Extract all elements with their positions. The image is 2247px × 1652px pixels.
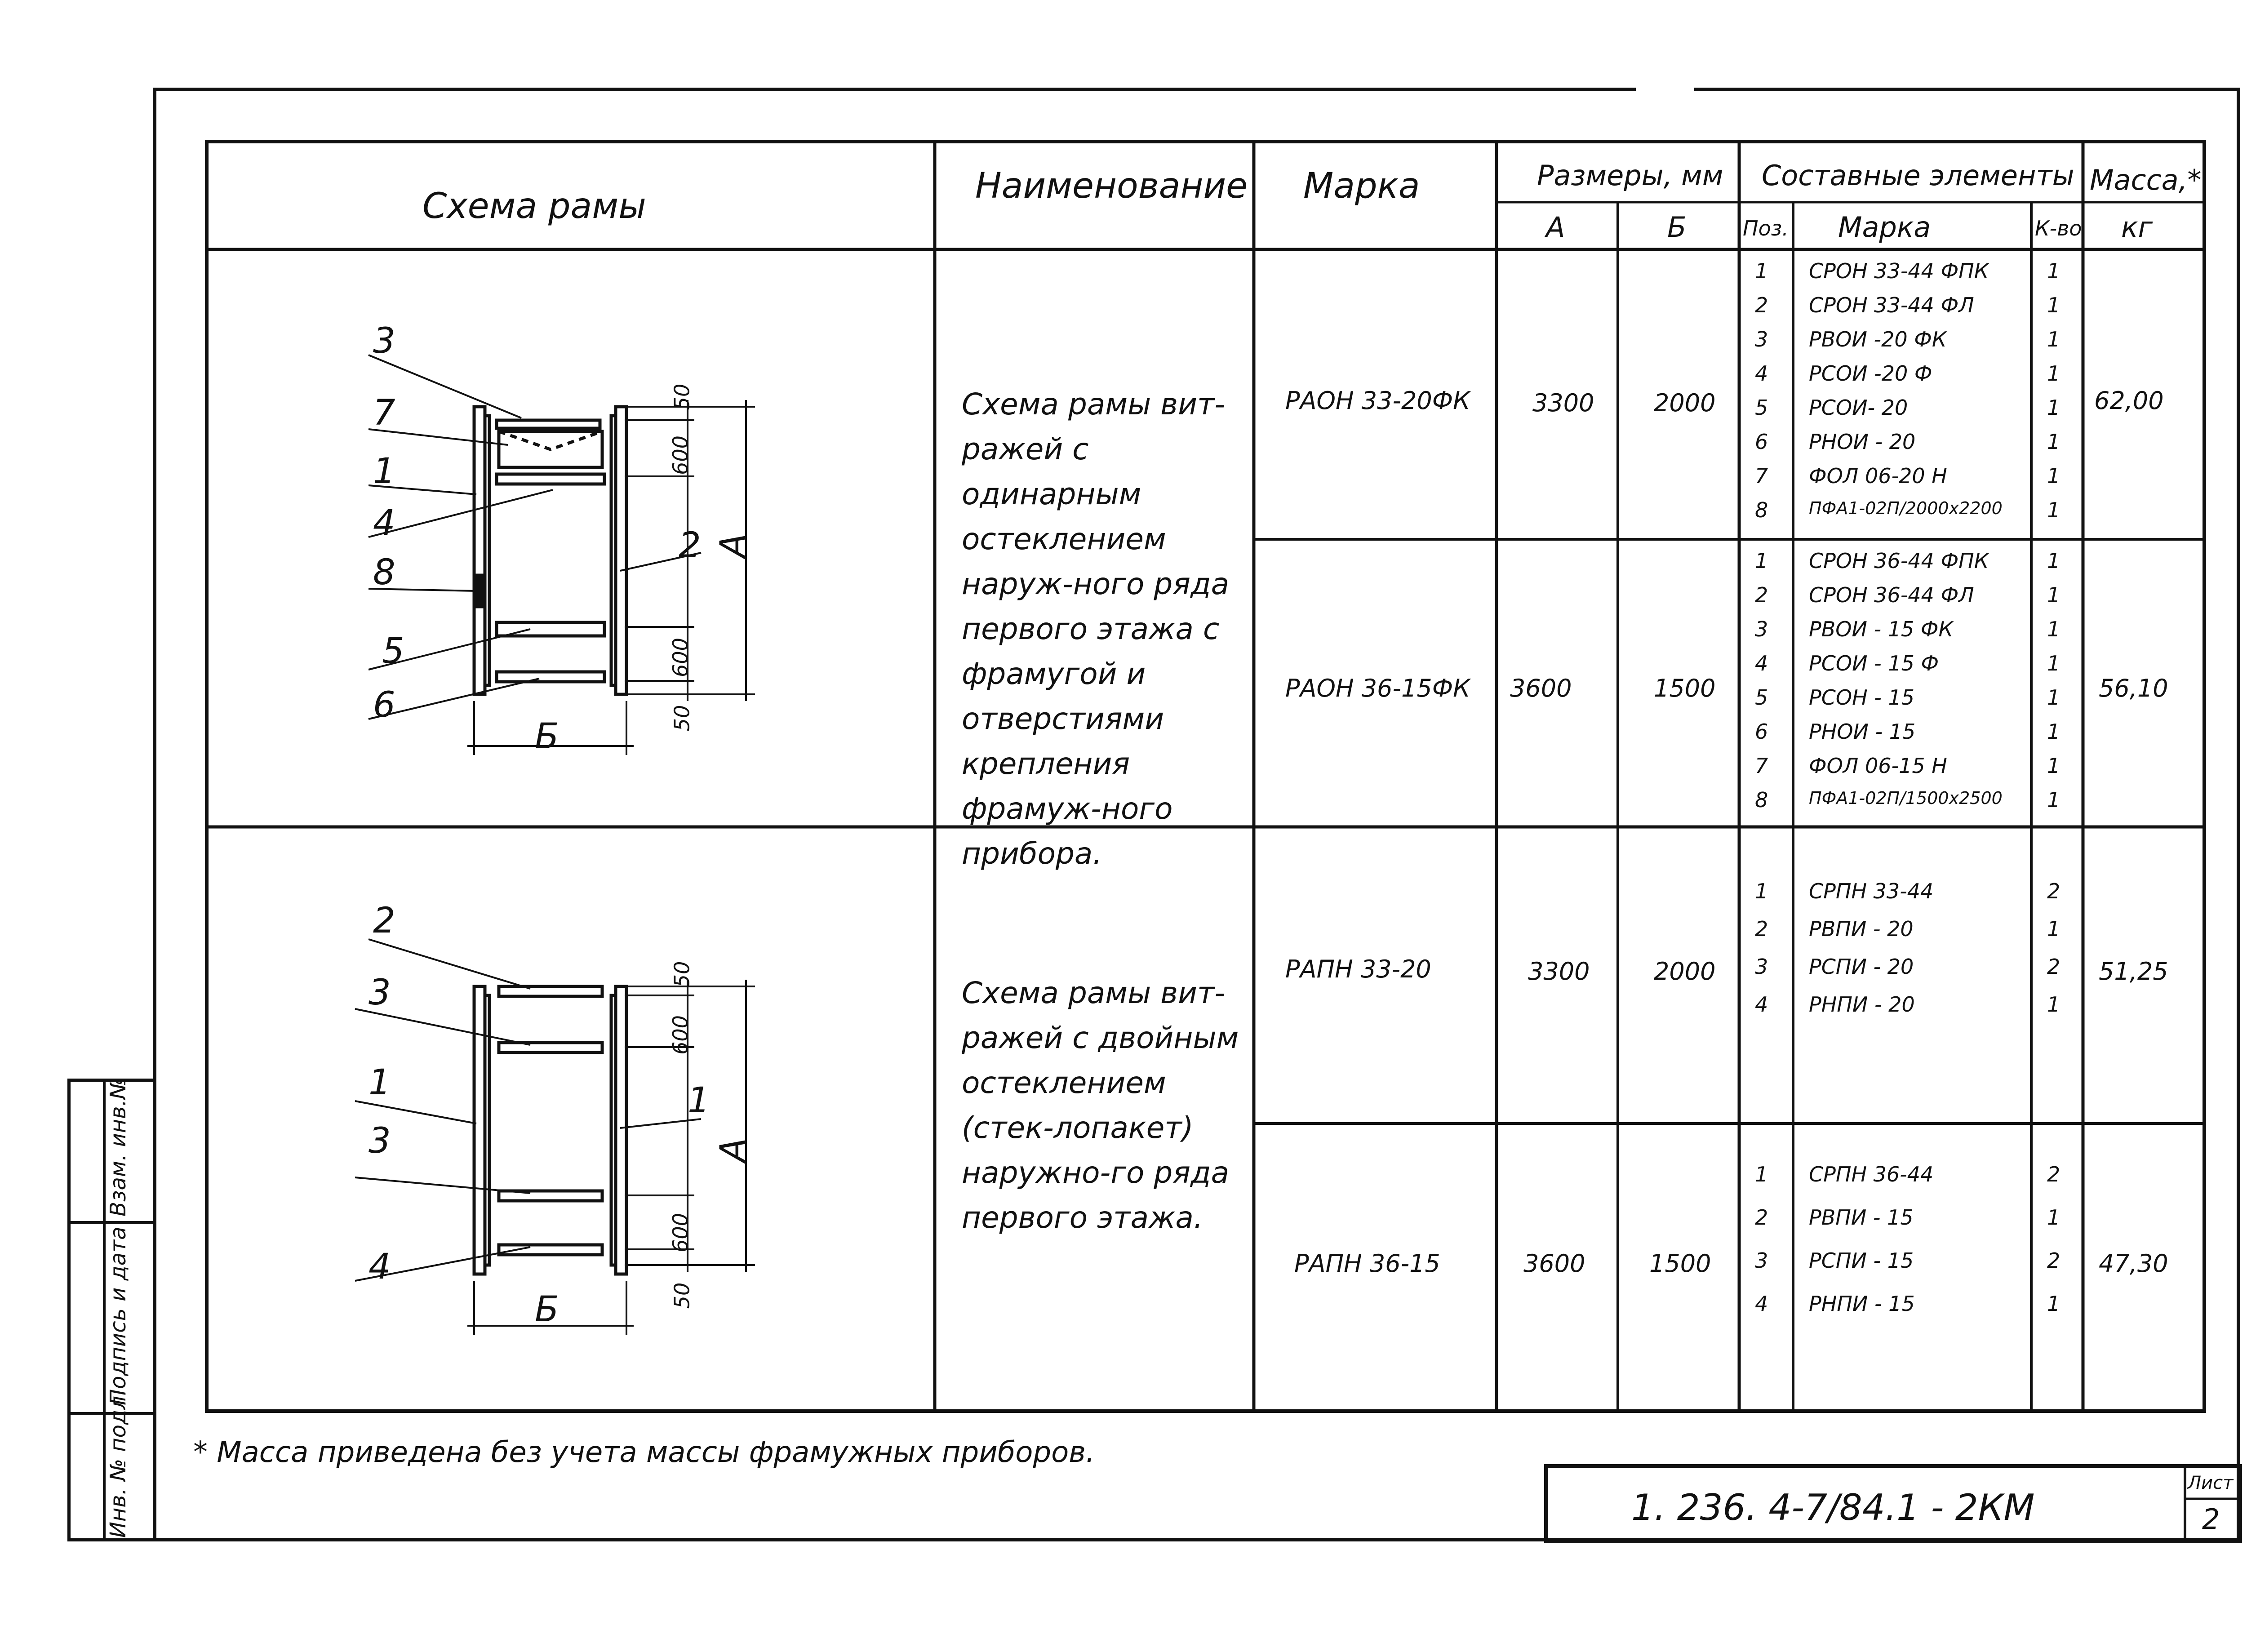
scheme-1-dim-50-bottom: 50 [670, 705, 694, 732]
header-quantity: К-во [2035, 216, 2082, 240]
element-mark: РНПИ - 20 [1809, 992, 1915, 1017]
element-quantity: 1 [2047, 1292, 2060, 1316]
footnote: * Масса приведена без учета массы фрамужных приборов. [193, 1436, 1095, 1469]
element-quantity: 2 [2047, 955, 2060, 979]
element-mark: СРПН 33-44 [1809, 879, 1934, 903]
element-position: 7 [1755, 464, 1768, 488]
strip-signature-date: Подпись и дата [106, 1226, 131, 1405]
element-position: 1 [1755, 879, 1768, 903]
scheme-2-label-3: 3 [369, 973, 391, 1013]
scheme-2-dim-600-top: 600 [668, 1015, 693, 1055]
element-quantity: 1 [2047, 917, 2060, 941]
scheme-1-dim-600-top: 600 [668, 435, 693, 475]
scheme-1-label-7: 7 [373, 393, 395, 433]
element-mark: РСОН - 15 [1809, 685, 1915, 710]
row-4-dim-a: 3600 [1523, 1249, 1585, 1278]
element-quantity: 1 [2047, 583, 2060, 607]
element-mark: СРОН 36-44 ФЛ [1809, 583, 1974, 607]
element-position: 5 [1755, 395, 1768, 420]
row-1-mass: 62,00 [2094, 386, 2164, 415]
scheme-2-label-1b: 1 [688, 1080, 710, 1121]
sheet-number: 2 [2202, 1503, 2220, 1536]
element-position: 1 [1755, 259, 1768, 283]
scheme-1-label-1: 1 [373, 451, 395, 492]
row-2-dim-b: 1500 [1654, 674, 1716, 702]
element-quantity: 1 [2047, 361, 2060, 386]
element-mark: РВПИ - 15 [1809, 1205, 1914, 1230]
element-quantity: 1 [2047, 685, 2060, 710]
element-mark: СРОН 33-44 ФПК [1809, 259, 1989, 283]
element-position: 5 [1755, 685, 1768, 710]
row-1-mark: РАОН 33-20ФК [1285, 386, 1470, 415]
element-mark: РНПИ - 15 [1809, 1292, 1915, 1316]
element-position: 6 [1755, 719, 1768, 744]
element-position: 4 [1755, 1292, 1768, 1316]
element-position: 4 [1755, 992, 1768, 1017]
element-quantity: 1 [2047, 651, 2060, 675]
element-position: 6 [1755, 430, 1768, 454]
row-2-mark: РАОН 36-15ФК [1285, 674, 1470, 702]
element-mark: СРПН 36-44 [1809, 1162, 1934, 1186]
row-4-mass: 47,30 [2099, 1249, 2168, 1278]
strip-inv-replacement: Взам. инв.№ [106, 1077, 131, 1217]
element-mark: РСПИ - 15 [1809, 1248, 1914, 1273]
element-mark: РВПИ - 20 [1809, 917, 1914, 941]
element-quantity: 1 [2047, 498, 2060, 522]
sheet-label: Лист [2188, 1473, 2234, 1493]
header-mark: Марка [1303, 166, 1420, 206]
header-dim-a: А [1546, 211, 1565, 244]
scheme-1-label-6: 6 [373, 685, 395, 725]
element-quantity: 1 [2047, 327, 2060, 351]
row-1-dim-a: 3300 [1532, 389, 1594, 417]
element-quantity: 1 [2047, 430, 2060, 454]
element-mark: ФОЛ 06-15 Н [1809, 754, 1947, 778]
scheme-2-dim-b: Б [535, 1289, 559, 1330]
row-3-mass: 51,25 [2099, 957, 2168, 986]
element-position: 8 [1755, 788, 1768, 812]
element-quantity: 1 [2047, 617, 2060, 641]
row-4-mark: РАПН 36-15 [1294, 1249, 1440, 1278]
row-1-dim-b: 2000 [1654, 389, 1716, 417]
element-quantity: 1 [2047, 788, 2060, 812]
element-position: 4 [1755, 651, 1768, 675]
header-dimensions: Размеры, мм [1537, 159, 1723, 192]
header-mass: Масса,* [2090, 164, 2202, 196]
element-position: 4 [1755, 361, 1768, 386]
element-position: 8 [1755, 498, 1768, 522]
element-quantity: 1 [2047, 549, 2060, 573]
scheme-1-label-8: 8 [373, 552, 395, 593]
element-mark: СРОН 33-44 ФЛ [1809, 293, 1974, 317]
element-mark: РСОИ- 20 [1809, 395, 1908, 420]
element-quantity: 2 [2047, 1248, 2060, 1273]
element-position: 3 [1755, 955, 1768, 979]
header-position: Поз. [1743, 216, 1789, 240]
element-quantity: 2 [2047, 1162, 2060, 1186]
element-mark: СРОН 36-44 ФПК [1809, 549, 1989, 573]
element-position: 2 [1755, 917, 1768, 941]
row-2-dim-a: 3600 [1510, 674, 1572, 702]
row-3-dim-a: 3300 [1528, 957, 1590, 986]
scheme-2-label-2: 2 [373, 901, 395, 941]
row-2-mass: 56,10 [2099, 674, 2168, 702]
element-position: 2 [1755, 583, 1768, 607]
element-position: 3 [1755, 617, 1768, 641]
element-position: 3 [1755, 327, 1768, 351]
header-name: Наименование [975, 166, 1248, 206]
element-quantity: 2 [2047, 879, 2060, 903]
group-1-description: Схема рамы вит-ражей с одинарным остеклением наруж-ного ряда первого этажа с фрамугой и отверстиями крепления фрамуж-ного прибора. [962, 387, 1230, 871]
element-mark: РВОИ -20 ФК [1809, 327, 1947, 351]
element-quantity: 1 [2047, 719, 2060, 744]
element-mark: РВОИ - 15 ФК [1809, 617, 1954, 641]
element-position: 2 [1755, 1205, 1768, 1230]
scheme-1-label-3: 3 [373, 321, 395, 361]
element-mark: РНОИ - 15 [1809, 719, 1916, 744]
header-component-mark: Марка [1838, 211, 1931, 244]
element-quantity: 1 [2047, 1205, 2060, 1230]
scheme-1-dim-b: Б [535, 716, 559, 757]
header-dim-b: Б [1667, 211, 1687, 244]
element-quantity: 1 [2047, 754, 2060, 778]
element-quantity: 1 [2047, 293, 2060, 317]
header-scheme: Схема рамы [422, 186, 646, 226]
scheme-2-dim-600-bottom: 600 [668, 1213, 693, 1252]
element-mark: РСПИ - 20 [1809, 955, 1914, 979]
element-position: 1 [1755, 549, 1768, 573]
row-4-dim-b: 1500 [1649, 1249, 1711, 1278]
scheme-1-dim-a: А [713, 533, 754, 558]
header-components: Составные элементы [1762, 159, 2074, 192]
scheme-1-label-4: 4 [373, 503, 395, 543]
element-position: 3 [1755, 1248, 1768, 1273]
scheme-2-dim-50-top: 50 [670, 961, 694, 988]
element-quantity: 1 [2047, 464, 2060, 488]
element-quantity: 1 [2047, 259, 2060, 283]
document-code: 1. 236. 4-7/84.1 - 2КМ [1631, 1487, 2035, 1528]
element-position: 7 [1755, 754, 1768, 778]
element-position: 1 [1755, 1162, 1768, 1186]
scheme-2-label-4: 4 [369, 1247, 391, 1287]
scheme-2-label-1: 1 [369, 1062, 391, 1103]
element-quantity: 1 [2047, 395, 2060, 420]
strip-inv-original: Инв. № подл [106, 1396, 131, 1538]
scheme-1-dim-50-top: 50 [670, 383, 694, 410]
row-3-dim-b: 2000 [1654, 957, 1716, 986]
group-2-description: Схема рамы вит-ражей с двойным остеклением (стек-лопакет) наружно-го ряда первого этажа. [962, 976, 1239, 1235]
element-mark: ПФА1-02П/1500х2500 [1809, 788, 2003, 808]
scheme-1-dim-600-bottom: 600 [668, 638, 693, 677]
row-3-mark: РАПН 33-20 [1285, 955, 1431, 983]
scheme-1-label-2: 2 [679, 525, 701, 566]
element-mark: РНОИ - 20 [1809, 430, 1916, 454]
scheme-1-label-5: 5 [382, 631, 404, 671]
scheme-2-dim-50-bottom: 50 [670, 1282, 694, 1309]
header-mass-unit: кг [2121, 211, 2153, 244]
element-mark: ФОЛ 06-20 Н [1809, 464, 1947, 488]
element-mark: ПФА1-02П/2000х2200 [1809, 498, 2003, 518]
element-mark: РСОИ - 15 Ф [1809, 651, 1939, 675]
scheme-2-dim-a: А [713, 1138, 754, 1162]
element-quantity: 1 [2047, 992, 2060, 1017]
scheme-2-label-3b: 3 [369, 1121, 391, 1161]
element-mark: РСОИ -20 Ф [1809, 361, 1932, 386]
element-position: 2 [1755, 293, 1768, 317]
